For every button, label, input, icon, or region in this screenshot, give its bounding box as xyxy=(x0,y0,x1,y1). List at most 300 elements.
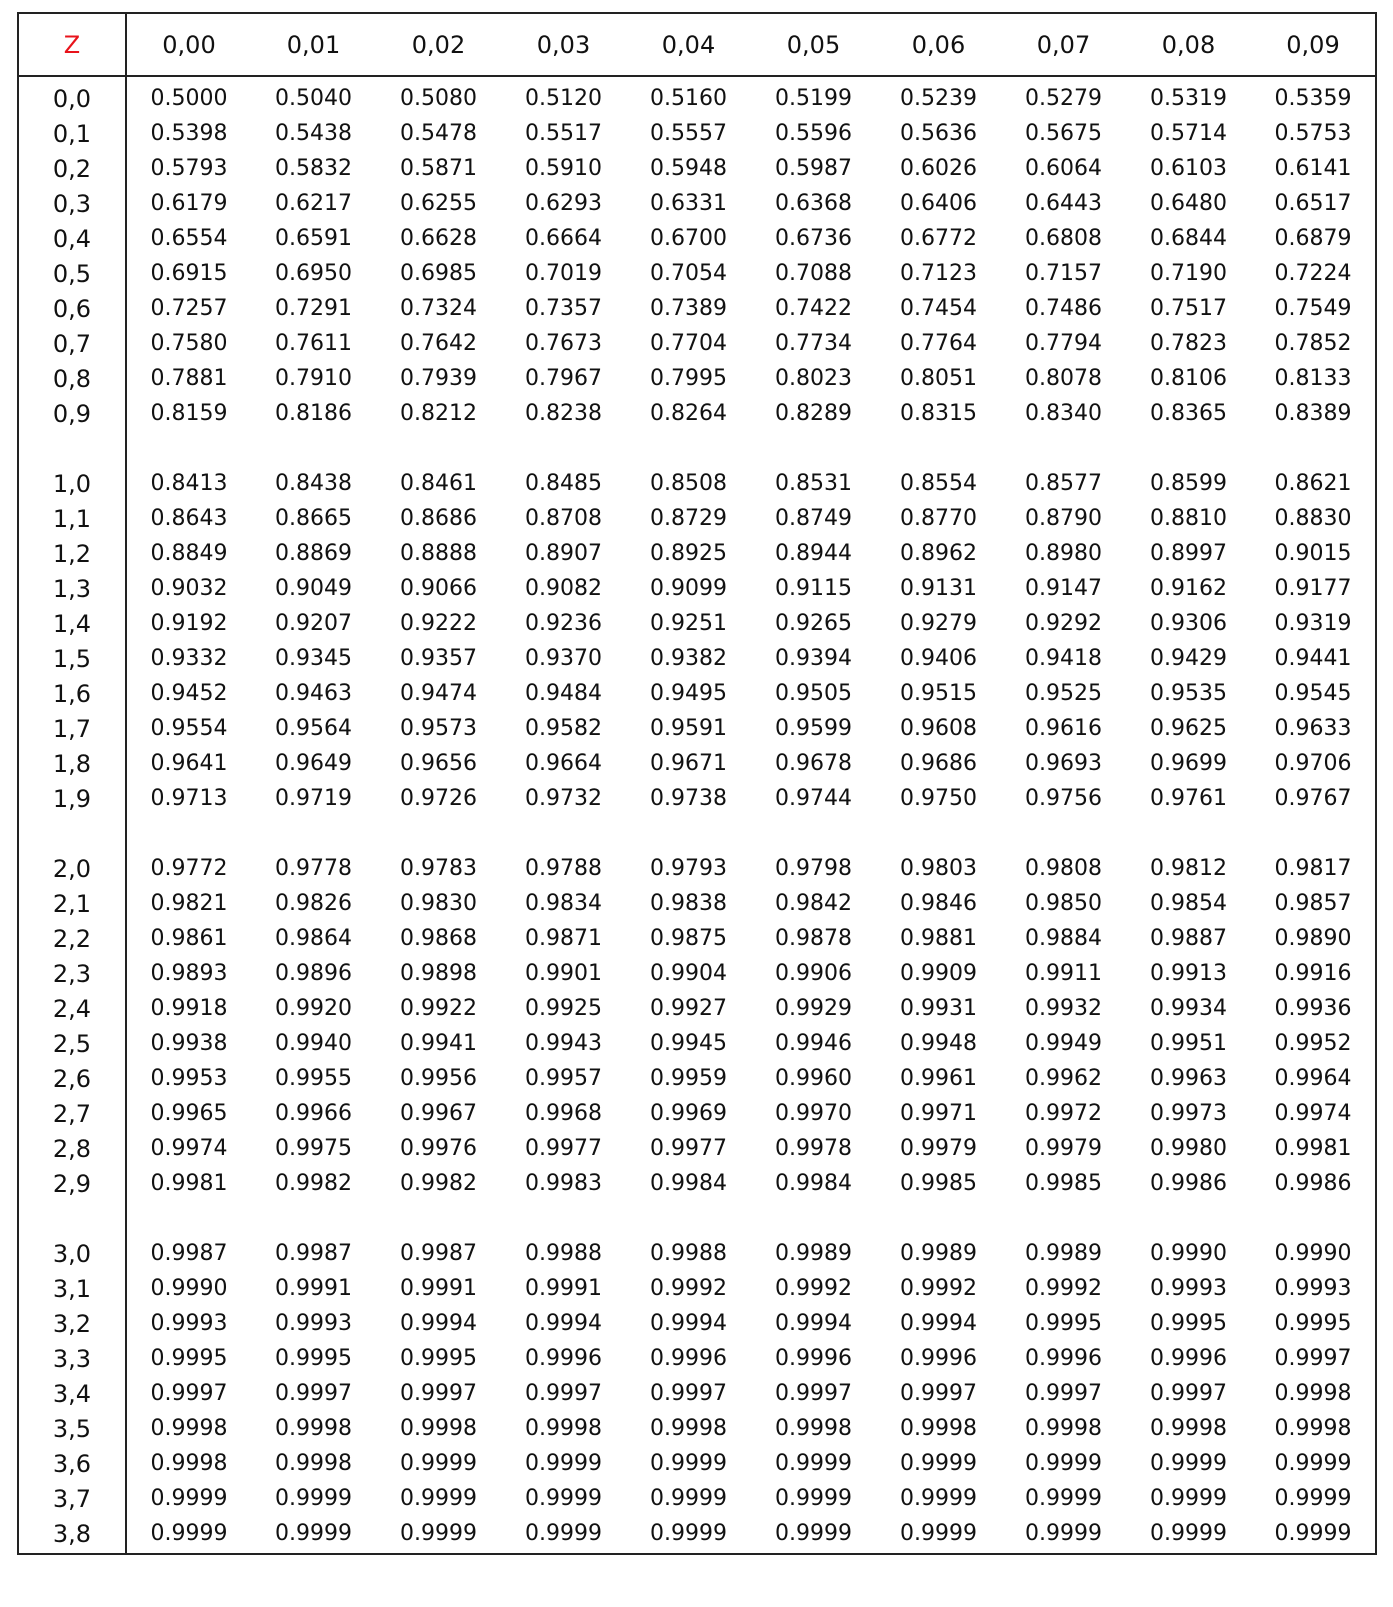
probability-cell: 0.6736 xyxy=(775,226,852,251)
probability-cell: 0.9992 xyxy=(775,1276,852,1301)
probability-cell: 0.9625 xyxy=(1150,716,1227,741)
probability-cell: 0.9222 xyxy=(400,611,477,636)
probability-cell: 0.8438 xyxy=(275,471,352,496)
table-row xyxy=(18,571,1376,606)
probability-cell: 0.9999 xyxy=(650,1486,727,1511)
probability-cell: 0.9441 xyxy=(1274,646,1352,671)
probability-cell: 0.9999 xyxy=(650,1521,727,1546)
probability-cell: 0.9699 xyxy=(1150,751,1227,776)
group-spacer xyxy=(18,816,1376,851)
probability-cell: 0.9988 xyxy=(525,1241,602,1266)
spacer-cell xyxy=(751,1201,876,1236)
probability-cell: 0.9474 xyxy=(400,681,477,706)
table-row xyxy=(18,151,1376,186)
probability-cell: 0.9999 xyxy=(775,1486,852,1511)
column-header: 0,06 xyxy=(876,13,1001,76)
z-value: 3,8 xyxy=(18,1516,126,1554)
probability-cell: 0.9999 xyxy=(275,1486,352,1511)
probability-cell: 0.8944 xyxy=(775,541,852,566)
spacer-cell xyxy=(18,816,126,851)
probability-cell: 0.9319 xyxy=(1274,611,1352,636)
probability-cell: 0.9977 xyxy=(650,1136,727,1161)
probability-cell: 0.9997 xyxy=(1025,1381,1102,1406)
probability-cell: 0.9292 xyxy=(1025,611,1102,636)
probability-cell: 0.9920 xyxy=(275,996,352,1021)
probability-cell: 0.9992 xyxy=(1025,1276,1102,1301)
probability-cell: 0.9999 xyxy=(775,1521,852,1546)
probability-cell: 0.9949 xyxy=(1025,1031,1102,1056)
header-row xyxy=(18,13,1376,76)
spacer-cell xyxy=(1001,431,1126,466)
spacer-cell xyxy=(626,816,751,851)
probability-cell: 0.9997 xyxy=(525,1381,602,1406)
probability-cell: 0.9995 xyxy=(1274,1311,1352,1336)
probability-cell: 0.8023 xyxy=(775,366,852,391)
probability-cell: 0.8133 xyxy=(1274,366,1352,391)
probability-cell: 0.5832 xyxy=(275,156,352,181)
table-row xyxy=(18,1306,1376,1341)
probability-cell: 0.8554 xyxy=(900,471,977,496)
table-row xyxy=(18,1411,1376,1446)
probability-cell: 0.9927 xyxy=(650,996,727,1021)
probability-cell: 0.9505 xyxy=(775,681,852,706)
table-row xyxy=(18,256,1376,291)
probability-cell: 0.9984 xyxy=(775,1171,852,1196)
probability-cell: 0.9418 xyxy=(1025,646,1102,671)
probability-cell: 0.9884 xyxy=(1025,926,1102,951)
probability-cell: 0.8729 xyxy=(650,506,727,531)
probability-cell: 0.9671 xyxy=(650,751,727,776)
probability-cell: 0.9943 xyxy=(525,1031,602,1056)
probability-cell: 0.9162 xyxy=(1150,576,1227,601)
probability-cell: 0.9998 xyxy=(1025,1416,1102,1441)
probability-cell: 0.9099 xyxy=(650,576,727,601)
probability-cell: 0.5478 xyxy=(400,121,477,146)
probability-cell: 0.9306 xyxy=(1150,611,1227,636)
spacer-cell xyxy=(501,1201,626,1236)
probability-cell: 0.9997 xyxy=(1274,1346,1352,1371)
probability-cell: 0.7422 xyxy=(775,296,852,321)
spacer-cell xyxy=(251,431,376,466)
probability-cell: 0.6443 xyxy=(1025,191,1102,216)
probability-cell: 0.9893 xyxy=(150,961,228,986)
probability-cell: 0.8925 xyxy=(650,541,727,566)
probability-cell: 0.9996 xyxy=(900,1346,977,1371)
probability-cell: 0.5636 xyxy=(900,121,977,146)
table-row xyxy=(18,1166,1376,1201)
z-value: 0,5 xyxy=(18,256,126,291)
probability-cell: 0.8599 xyxy=(1150,471,1227,496)
probability-cell: 0.8461 xyxy=(400,471,477,496)
probability-cell: 0.8485 xyxy=(525,471,602,496)
probability-cell: 0.9941 xyxy=(400,1031,477,1056)
probability-cell: 0.8078 xyxy=(1025,366,1102,391)
probability-cell: 0.9998 xyxy=(525,1416,602,1441)
probability-cell: 0.9898 xyxy=(400,961,477,986)
probability-cell: 0.9998 xyxy=(1150,1416,1227,1441)
probability-cell: 0.9995 xyxy=(150,1346,228,1371)
probability-cell: 0.5910 xyxy=(525,156,602,181)
probability-cell: 0.9998 xyxy=(400,1416,477,1441)
probability-cell: 0.9817 xyxy=(1274,856,1352,881)
table-row xyxy=(18,1061,1376,1096)
probability-cell: 0.9999 xyxy=(1274,1521,1352,1546)
probability-cell: 0.7995 xyxy=(650,366,727,391)
probability-cell: 0.9911 xyxy=(1025,961,1102,986)
table-row xyxy=(18,1096,1376,1131)
probability-cell: 0.5557 xyxy=(650,121,727,146)
probability-cell: 0.8888 xyxy=(400,541,477,566)
probability-cell: 0.9854 xyxy=(1150,891,1227,916)
probability-cell: 0.9761 xyxy=(1150,786,1227,811)
probability-cell: 0.5239 xyxy=(900,86,977,111)
probability-cell: 0.5080 xyxy=(400,86,477,111)
probability-cell: 0.9545 xyxy=(1274,681,1352,706)
probability-cell: 0.7486 xyxy=(1025,296,1102,321)
probability-cell: 0.7642 xyxy=(400,331,477,356)
probability-cell: 0.9925 xyxy=(525,996,602,1021)
z-value: 1,4 xyxy=(18,606,126,641)
probability-cell: 0.8749 xyxy=(775,506,852,531)
probability-cell: 0.9999 xyxy=(400,1451,477,1476)
table-row xyxy=(18,781,1376,816)
probability-cell: 0.8413 xyxy=(150,471,228,496)
probability-cell: 0.6950 xyxy=(275,261,352,286)
probability-cell: 0.9582 xyxy=(525,716,602,741)
probability-cell: 0.5398 xyxy=(150,121,228,146)
probability-cell: 0.9999 xyxy=(900,1451,977,1476)
probability-cell: 0.8389 xyxy=(1274,401,1352,426)
probability-cell: 0.8508 xyxy=(650,471,727,496)
spacer-cell xyxy=(251,816,376,851)
probability-cell: 0.9991 xyxy=(525,1276,602,1301)
probability-cell: 0.9686 xyxy=(900,751,977,776)
column-header: 0,01 xyxy=(251,13,376,76)
probability-cell: 0.5987 xyxy=(775,156,852,181)
z-value: 2,0 xyxy=(18,851,126,886)
probability-cell: 0.9850 xyxy=(1025,891,1102,916)
probability-cell: 0.5160 xyxy=(650,86,727,111)
probability-cell: 0.9750 xyxy=(900,786,977,811)
probability-cell: 0.6591 xyxy=(275,226,352,251)
probability-cell: 0.9678 xyxy=(775,751,852,776)
probability-cell: 0.5753 xyxy=(1274,121,1352,146)
probability-cell: 0.9973 xyxy=(1150,1101,1227,1126)
probability-cell: 0.9994 xyxy=(400,1311,477,1336)
probability-cell: 0.9994 xyxy=(525,1311,602,1336)
probability-cell: 0.6217 xyxy=(275,191,352,216)
probability-cell: 0.9993 xyxy=(1274,1276,1352,1301)
probability-cell: 0.5438 xyxy=(275,121,352,146)
probability-cell: 0.9961 xyxy=(900,1066,977,1091)
probability-cell: 0.8621 xyxy=(1274,471,1352,496)
table-row xyxy=(18,1446,1376,1481)
spacer-cell xyxy=(376,431,501,466)
probability-cell: 0.9996 xyxy=(650,1346,727,1371)
spacer-cell xyxy=(1001,816,1126,851)
probability-cell: 0.7224 xyxy=(1274,261,1352,286)
probability-cell: 0.8962 xyxy=(900,541,977,566)
probability-cell: 0.9970 xyxy=(775,1101,852,1126)
probability-cell: 0.8810 xyxy=(1150,506,1227,531)
z-value: 1,2 xyxy=(18,536,126,571)
probability-cell: 0.9767 xyxy=(1274,786,1352,811)
probability-cell: 0.9904 xyxy=(650,961,727,986)
probability-cell: 0.9990 xyxy=(150,1276,228,1301)
probability-cell: 0.9664 xyxy=(525,751,602,776)
probability-cell: 0.9999 xyxy=(400,1521,477,1546)
probability-cell: 0.9951 xyxy=(1150,1031,1227,1056)
probability-cell: 0.9999 xyxy=(525,1521,602,1546)
probability-cell: 0.9812 xyxy=(1150,856,1227,881)
probability-cell: 0.6406 xyxy=(900,191,977,216)
probability-cell: 0.9608 xyxy=(900,716,977,741)
probability-cell: 0.9999 xyxy=(1025,1486,1102,1511)
probability-cell: 0.9147 xyxy=(1025,576,1102,601)
probability-cell: 0.9974 xyxy=(150,1136,228,1161)
probability-cell: 0.8212 xyxy=(400,401,477,426)
probability-cell: 0.7881 xyxy=(150,366,228,391)
probability-cell: 0.9985 xyxy=(900,1171,977,1196)
probability-cell: 0.9998 xyxy=(1274,1381,1352,1406)
probability-cell: 0.9591 xyxy=(650,716,727,741)
probability-cell: 0.9738 xyxy=(650,786,727,811)
probability-cell: 0.6331 xyxy=(650,191,727,216)
spacer-cell xyxy=(626,431,751,466)
probability-cell: 0.9616 xyxy=(1025,716,1102,741)
probability-cell: 0.9987 xyxy=(400,1241,477,1266)
probability-cell: 0.9985 xyxy=(1025,1171,1102,1196)
spacer-cell xyxy=(1126,816,1251,851)
probability-cell: 0.7764 xyxy=(900,331,977,356)
probability-cell: 0.9991 xyxy=(275,1276,352,1301)
probability-cell: 0.7611 xyxy=(275,331,352,356)
probability-cell: 0.9980 xyxy=(1150,1136,1227,1161)
z-value: 0,9 xyxy=(18,396,126,431)
probability-cell: 0.6628 xyxy=(400,226,477,251)
probability-cell: 0.9972 xyxy=(1025,1101,1102,1126)
probability-cell: 0.5040 xyxy=(275,86,352,111)
probability-cell: 0.9279 xyxy=(900,611,977,636)
probability-cell: 0.9999 xyxy=(275,1521,352,1546)
probability-cell: 0.9573 xyxy=(400,716,477,741)
probability-cell: 0.9993 xyxy=(1150,1276,1227,1301)
table-row xyxy=(18,746,1376,781)
probability-cell: 0.7939 xyxy=(400,366,477,391)
table-row xyxy=(18,1341,1376,1376)
probability-cell: 0.8315 xyxy=(900,401,977,426)
probability-cell: 0.7967 xyxy=(525,366,602,391)
column-header: 0,09 xyxy=(1251,13,1376,76)
probability-cell: 0.9992 xyxy=(650,1276,727,1301)
probability-cell: 0.9370 xyxy=(525,646,602,671)
probability-cell: 0.9846 xyxy=(900,891,977,916)
table-row xyxy=(18,606,1376,641)
probability-cell: 0.9713 xyxy=(150,786,228,811)
probability-cell: 0.9994 xyxy=(775,1311,852,1336)
probability-cell: 0.7704 xyxy=(650,331,727,356)
probability-cell: 0.9251 xyxy=(650,611,727,636)
probability-cell: 0.6664 xyxy=(525,226,602,251)
column-header: 0,07 xyxy=(1001,13,1126,76)
probability-cell: 0.9993 xyxy=(150,1311,228,1336)
probability-cell: 0.9803 xyxy=(900,856,977,881)
probability-cell: 0.9332 xyxy=(150,646,228,671)
z-value: 0,7 xyxy=(18,326,126,361)
probability-cell: 0.9744 xyxy=(775,786,852,811)
probability-cell: 0.9989 xyxy=(900,1241,977,1266)
probability-cell: 0.9990 xyxy=(1150,1241,1227,1266)
probability-cell: 0.9946 xyxy=(775,1031,852,1056)
table-row xyxy=(18,1516,1376,1554)
probability-cell: 0.9999 xyxy=(150,1486,228,1511)
probability-cell: 0.7794 xyxy=(1025,331,1102,356)
probability-cell: 0.8686 xyxy=(400,506,477,531)
spacer-cell xyxy=(876,431,1001,466)
probability-cell: 0.7852 xyxy=(1274,331,1352,356)
probability-cell: 0.9382 xyxy=(650,646,727,671)
probability-cell: 0.9871 xyxy=(525,926,602,951)
z-value: 3,1 xyxy=(18,1271,126,1306)
probability-cell: 0.9934 xyxy=(1150,996,1227,1021)
probability-cell: 0.9192 xyxy=(150,611,228,636)
probability-cell: 0.6554 xyxy=(150,226,228,251)
column-header: 0,02 xyxy=(376,13,501,76)
probability-cell: 0.9996 xyxy=(525,1346,602,1371)
probability-cell: 0.9463 xyxy=(275,681,352,706)
probability-cell: 0.9999 xyxy=(150,1521,228,1546)
probability-cell: 0.9429 xyxy=(1150,646,1227,671)
probability-cell: 0.8577 xyxy=(1025,471,1102,496)
spacer-cell xyxy=(751,431,876,466)
probability-cell: 0.9999 xyxy=(1150,1486,1227,1511)
probability-cell: 0.9901 xyxy=(525,961,602,986)
probability-cell: 0.9997 xyxy=(150,1381,228,1406)
z-value: 1,1 xyxy=(18,501,126,536)
probability-cell: 0.9909 xyxy=(900,961,977,986)
probability-cell: 0.8980 xyxy=(1025,541,1102,566)
probability-cell: 0.9981 xyxy=(150,1171,228,1196)
probability-cell: 0.9981 xyxy=(1274,1136,1352,1161)
probability-cell: 0.5675 xyxy=(1025,121,1102,146)
z-value: 3,2 xyxy=(18,1306,126,1341)
column-header: 0,05 xyxy=(751,13,876,76)
z-table xyxy=(17,12,1377,1555)
probability-cell: 0.8665 xyxy=(275,506,352,531)
probability-cell: 0.9977 xyxy=(525,1136,602,1161)
probability-cell: 0.9959 xyxy=(650,1066,727,1091)
probability-cell: 0.9931 xyxy=(900,996,977,1021)
probability-cell: 0.7291 xyxy=(275,296,352,321)
probability-cell: 0.8643 xyxy=(150,506,228,531)
table-row xyxy=(18,676,1376,711)
spacer-cell xyxy=(876,1201,1001,1236)
probability-cell: 0.9798 xyxy=(775,856,852,881)
z-value: 2,9 xyxy=(18,1166,126,1201)
probability-cell: 0.9968 xyxy=(525,1101,602,1126)
probability-cell: 0.9406 xyxy=(900,646,977,671)
table-row xyxy=(18,501,1376,536)
probability-cell: 0.8159 xyxy=(150,401,228,426)
spacer-cell xyxy=(126,1201,251,1236)
probability-cell: 0.9656 xyxy=(400,751,477,776)
z-value: 2,7 xyxy=(18,1096,126,1131)
probability-cell: 0.9971 xyxy=(900,1101,977,1126)
probability-cell: 0.9964 xyxy=(1274,1066,1352,1091)
spacer-cell xyxy=(126,816,251,851)
table-body xyxy=(18,76,1376,1554)
probability-cell: 0.9997 xyxy=(650,1381,727,1406)
probability-cell: 0.8106 xyxy=(1150,366,1227,391)
probability-cell: 0.7019 xyxy=(525,261,602,286)
probability-cell: 0.9952 xyxy=(1274,1031,1352,1056)
probability-cell: 0.9995 xyxy=(275,1346,352,1371)
probability-cell: 0.9706 xyxy=(1274,751,1352,776)
probability-cell: 0.9821 xyxy=(150,891,228,916)
probability-cell: 0.5714 xyxy=(1150,121,1227,146)
probability-cell: 0.9484 xyxy=(525,681,602,706)
probability-cell: 0.9996 xyxy=(1150,1346,1227,1371)
probability-cell: 0.8790 xyxy=(1025,506,1102,531)
probability-cell: 0.9633 xyxy=(1274,716,1352,741)
probability-cell: 0.9452 xyxy=(150,681,228,706)
table-row xyxy=(18,466,1376,501)
probability-cell: 0.9976 xyxy=(400,1136,477,1161)
probability-cell: 0.9957 xyxy=(525,1066,602,1091)
spacer-cell xyxy=(376,816,501,851)
probability-cell: 0.6480 xyxy=(1150,191,1227,216)
probability-cell: 0.9995 xyxy=(1025,1311,1102,1336)
probability-cell: 0.8907 xyxy=(525,541,602,566)
table-row xyxy=(18,851,1376,886)
probability-cell: 0.9997 xyxy=(900,1381,977,1406)
probability-cell: 0.6772 xyxy=(900,226,977,251)
z-value: 1,5 xyxy=(18,641,126,676)
probability-cell: 0.9515 xyxy=(900,681,977,706)
probability-cell: 0.9082 xyxy=(525,576,602,601)
z-value: 3,6 xyxy=(18,1446,126,1481)
probability-cell: 0.9564 xyxy=(275,716,352,741)
probability-cell: 0.9495 xyxy=(650,681,727,706)
probability-cell: 0.9394 xyxy=(775,646,852,671)
probability-cell: 0.9982 xyxy=(400,1171,477,1196)
spacer-cell xyxy=(1001,1201,1126,1236)
probability-cell: 0.9015 xyxy=(1274,541,1352,566)
probability-cell: 0.9986 xyxy=(1274,1171,1352,1196)
probability-cell: 0.9929 xyxy=(775,996,852,1021)
probability-cell: 0.6879 xyxy=(1274,226,1352,251)
table-row xyxy=(18,1376,1376,1411)
probability-cell: 0.5793 xyxy=(150,156,228,181)
probability-cell: 0.9788 xyxy=(525,856,602,881)
probability-cell: 0.9916 xyxy=(1274,961,1352,986)
probability-cell: 0.6293 xyxy=(525,191,602,216)
spacer-cell xyxy=(126,431,251,466)
probability-cell: 0.9940 xyxy=(275,1031,352,1056)
z-value: 1,0 xyxy=(18,466,126,501)
probability-cell: 0.8264 xyxy=(650,401,727,426)
probability-cell: 0.7910 xyxy=(275,366,352,391)
probability-cell: 0.6255 xyxy=(400,191,477,216)
probability-cell: 0.9922 xyxy=(400,996,477,1021)
probability-cell: 0.6064 xyxy=(1025,156,1102,181)
probability-cell: 0.9997 xyxy=(400,1381,477,1406)
probability-cell: 0.8531 xyxy=(775,471,852,496)
spacer-cell xyxy=(1251,816,1376,851)
probability-cell: 0.9965 xyxy=(150,1101,228,1126)
probability-cell: 0.9999 xyxy=(1274,1451,1352,1476)
probability-cell: 0.8238 xyxy=(525,401,602,426)
